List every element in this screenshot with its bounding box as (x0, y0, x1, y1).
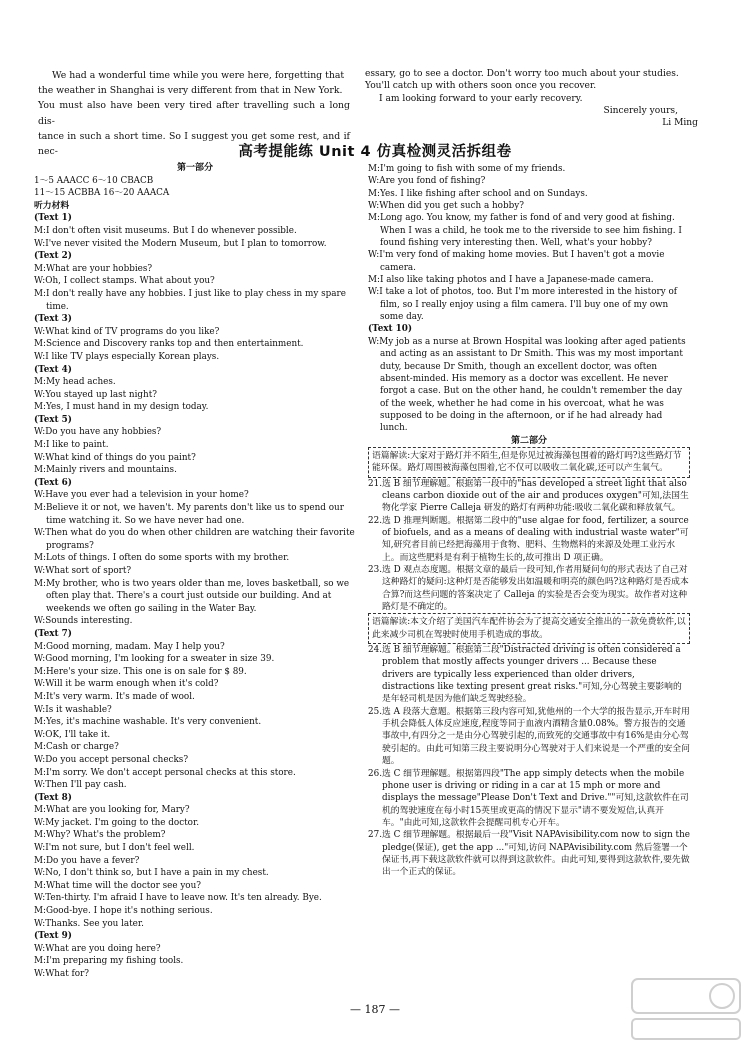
text-line: W:You stayed up last night? (34, 389, 157, 400)
left-column (34, 162, 356, 981)
page-title: 高考提能练 Unit 4 仿真检测灵活拆组卷 (238, 144, 512, 160)
text-line: M:Yes, I must hand in my design today. (34, 402, 209, 413)
text-line: M:Believe it or not, we haven't. My parents don't like us to spend our time watching it. So we have never had one. (34, 503, 344, 526)
text-line: W:Sounds interesting. (34, 616, 133, 627)
text-line: W:Ten-thirty. I'm afraid I have to leave now. It's ten already. Bye. (34, 893, 322, 904)
text-line: 1～5 AAACC 6～10 CBACB (34, 175, 154, 186)
text-line: W:My jacket. I'm going to the doctor. (34, 817, 199, 828)
text-line: M:I like to paint. (34, 440, 109, 451)
letter-line: You must also have been very tired after travelling such a long dis- (38, 100, 350, 127)
text-line: W:I like TV plays especially Korean plays. (34, 351, 220, 362)
text-line: M:My brother, who is two years older than me, loves basketball, so we often play that. There's a court just outside our building. And at weekends we often go sailing in the Water Bay. (34, 578, 350, 614)
text-line: W:Good morning, I'm looking for a sweater in size 39. (34, 654, 275, 665)
right-column (368, 163, 690, 879)
reading-note-box: 语篇解读:大家对于路灯并不陌生,但是你见过被海藻包围着的路灯吗?这些路灯节能环保。路灯周围被海藻包围着,它不仅可以吸收二氧化碳,还可以产生氧气。 (368, 447, 690, 478)
text-line: W:I'm not sure, but I don't feel well. (34, 843, 195, 854)
text-line: 23.选 D 观点态度题。根据文章的最后一段可知,作者用疑问句的形式表达了自己对这种路灯的疑问:这种灯是否能够发出如温暖和明亮的颜色吗?这种路灯是否成本合算?而这些问题的答案决定了 Calleja 的实验是否会变为现实。故作者对这种路灯是不确定的。 (368, 565, 689, 613)
text-line: M:What are your hobbies? (34, 263, 153, 274)
text-line: W:Is it washable? (34, 704, 112, 715)
text-line: W:What kind of TV programs do you like? (34, 326, 220, 337)
text-line: 27.选 C 细节理解题。根据最后一段"Visit NAPAvisibility.com now to sign the pledge(保证), get the app ..."可知,访问 NAPAvisibility.com 然后签署一个保证书,再下载这款软件就可以得到这款软件。由此可知,要得到这款软件,要先做出一个正式的保证。 (368, 830, 690, 878)
text-line: M:I don't often visit museums. But I do whenever possible. (34, 225, 297, 236)
letter-line: tance in such a short time. So I suggest you get some rest, and if nec- (38, 130, 350, 158)
text-line: W:Will it be warm enough when it's cold? (34, 679, 219, 690)
text-line: M:I'm sorry. We don't accept personal checks at this store. (34, 767, 296, 778)
text-line: W:OK, I'll take it. (34, 729, 111, 740)
reading-note-box: 语篇解读:本文介绍了美国汽车配件协会为了提高交通安全推出的一款免费软件,以此来减少司机在驾驶时使用手机造成的事故。 (368, 613, 690, 644)
letter-line: We had a wonderful time while you were here, forgetting that (52, 70, 345, 81)
text-line: M:I don't really have any hobbies. I just like to play chess in my spare time. (34, 288, 346, 312)
closing: Sincerely yours, (603, 105, 678, 116)
text-line: M:My head aches. (34, 377, 116, 388)
text-line: W:My job as a nurse at Brown Hospital was looking after aged patients and acting as an assistant to Dr Smith. This was my most important duty, because Dr Smith, though an excellent doctor, was often absent-minded. His memory as a doctor was excellent. He never forgot a case. But on the other hand, he couldn't remember the day of the week, whether he had come in his overcoat, what he was supposed to be doing in the afternoon, or if he had already had lunch. (368, 336, 686, 434)
text-line: M:Mainly rivers and mountains. (34, 465, 177, 476)
text-line: 11～15 ACBBA 16～20 AAACA (34, 188, 170, 199)
text-line: M:What time will the doctor see you? (34, 880, 201, 891)
text-line: M:I also like taking photos and I have a Japanese-made camera. (368, 275, 654, 286)
text-line: M:Good morning, madam. May I help you? (34, 641, 225, 652)
subheading: (Text 2) (34, 251, 72, 262)
subheading: (Text 8) (34, 792, 72, 803)
text-line: 26.选 C 细节理解题。根据第四段"The app simply detects when the mobile phone user is driving or riding in a car at 15 mph or more and displays the message"Please Don't Text and Drive.""可知,这款软件在司机的驾驶速度在每小时15英里或更高的情况下显示"请不要发短信,认真开车。"由此可知,这款软件会提醒司机专心开车。 (368, 768, 689, 828)
text-line: M:Yes, it's machine washable. It's very convenient. (34, 717, 262, 728)
text-line: 25.选 A 段落大意题。根据第三段内容可知,犹他州的一个大学的报告显示,开车时用手机会降低人体反应速度,程度等同于血液内酒精含量0.08%。警方报告的交通事故中,有四分之一是由分心驾驶引起的,而致死的交通事故中有16%是由分心驾驶引起的。由此可知第三段主要说明分心驾驶对于人们来说是一个严重的安全问题。 (368, 706, 690, 767)
text-line: M:I'm going to fish with some of my friends. (368, 164, 566, 174)
signature: Li Ming (662, 118, 698, 129)
letter-line: I am looking forward to your early recovery. (379, 93, 583, 104)
text-line: M:Why? What's the problem? (34, 830, 166, 841)
text-line: W:Then what do you do when other children are watching their favorite programs? (34, 528, 355, 551)
page-number: — 187 — (350, 1003, 400, 1016)
text-line: M:Good-bye. I hope it's nothing serious. (34, 906, 213, 917)
subheading: 听力材料 (34, 200, 70, 211)
text-line: W:I take a lot of photos, too. But I'm more interested in the history of film, so I really enjoy using a film camera. I'll buy one of my own some day. (368, 287, 678, 323)
text-line: 24.选 B 细节理解题。根据第二段"Distracted driving is often considered a problem that mostly affects younger drivers ... Because these drivers are typically less experienced than older drivers, distractions like texting present great risks."可知,分心驾驶主要影响的是年轻司机是因为他们缺乏驾驶经验。 (368, 645, 682, 705)
letter-line: the weather in Shanghai is very different from that in New York. (38, 85, 343, 97)
text-line: W:I'm very fond of making home movies. But I haven't got a movie camera. (368, 250, 665, 273)
text-line: M:Science and Discovery ranks top and then entertainment. (34, 339, 304, 350)
section-heading: 第二部分 (510, 435, 547, 446)
subheading: (Text 4) (34, 364, 72, 375)
text-line: W:Do you have any hobbies? (34, 427, 162, 438)
text-line: M:Yes. I like fishing after school and on Sundays. (368, 188, 588, 199)
text-line: M:Here's your size. This one is on sale for $ 89. (34, 666, 247, 677)
watermark-logo-icon (626, 971, 746, 1043)
text-line: M:Do you have a fever? (34, 855, 140, 866)
letter-line: You'll catch up with others soon once you recover. (365, 81, 597, 92)
text-line: W:Oh, I collect stamps. What about you? (34, 276, 215, 287)
text-line: M:I'm preparing my fishing tools. (34, 956, 184, 967)
letter-line: essary, go to see a doctor. Don't worry too much about your studies. (365, 69, 679, 79)
subheading: (Text 5) (34, 414, 72, 425)
text-line: 22.选 D 推理判断题。根据第二段中的"use algae for food, fertilizer, a source of biofuels, and as a means of dealing with industrial waste water"可知,研究者目前已经把海藻用于食物、肥料、生物燃料的来源及处理工业污水上。而这些肥料是有利于植物生长的,故可推出 D 项正确。 (368, 515, 689, 563)
subheading: (Text 10) (368, 324, 413, 335)
section-heading: 第一部分 (176, 163, 213, 173)
text-line: M:What are you looking for, Mary? (34, 805, 190, 816)
subheading: (Text 6) (34, 477, 72, 488)
letter-right (365, 68, 710, 129)
text-line: M:Lots of things. I often do some sports with my brother. (34, 553, 290, 564)
text-line: M:Cash or charge? (34, 742, 119, 753)
subheading: (Text 7) (34, 628, 72, 639)
text-line: W:Then I'll pay cash. (34, 780, 127, 791)
text-line: W:Thanks. See you later. (34, 918, 144, 929)
subheading: (Text 3) (34, 314, 72, 325)
text-line: 21.选 B 细节理解题。根据第一段中的"has developed a street light that also cleans carbon dioxide out of the air and produces oxygen"可知,法国生物化学家 Pierre Calleja 研发的路灯有两种功能:吸收二氧化碳和释放氧气。 (368, 478, 689, 514)
subheading: (Text 9) (34, 931, 72, 942)
text-line: W:When did you get such a hobby? (368, 201, 524, 212)
subheading: (Text 1) (34, 213, 72, 224)
text-line: W:Have you ever had a television in your home? (34, 490, 249, 501)
text-line: W:Do you accept personal checks? (34, 754, 189, 765)
text-line: W:What sort of sport? (34, 566, 132, 576)
text-line: M:Long ago. You know, my father is fond of and very good at fishing. When I was a child, he took me to the riverside to see him fishing. I found fishing very interesting then. Well, what's your hobby? (368, 213, 682, 249)
text-line: W:What are you doing here? (34, 943, 161, 954)
text-line: W:What for? (34, 969, 89, 979)
text-line: W:No, I don't think so, but I have a pain in my chest. (34, 868, 269, 879)
text-line: W:Are you fond of fishing? (368, 176, 486, 187)
text-line: M:It's very warm. It's made of wool. (34, 691, 195, 702)
text-line: W:What kind of things do you paint? (34, 452, 196, 463)
text-line: W:I've never visited the Modern Museum, but I plan to tomorrow. (34, 238, 327, 249)
